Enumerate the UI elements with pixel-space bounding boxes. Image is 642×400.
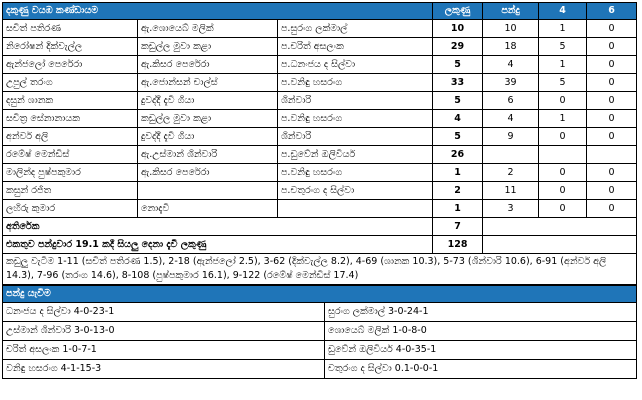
dismissal-fielder: ඇ.ජොන්සන් චාල්ස්	[138, 74, 278, 92]
dismissal-fielder: කඩුල්ල මුවා කළා	[138, 110, 278, 128]
dismissal-bowler: ශින්වාරි	[278, 128, 433, 146]
batsman-name: රමේෂ් මෙන්ඩිස්	[3, 146, 138, 164]
sixes-cell: 0	[587, 200, 637, 218]
fours-cell: 5	[539, 74, 587, 92]
bowling-row	[3, 303, 637, 322]
bowler-figures: ධනංජය ද සිල්වා 4-0-23-1	[3, 303, 325, 322]
extras-value: 7	[433, 218, 483, 236]
team-title: දකුණු වයඹ කණ්ඩායම	[3, 3, 433, 20]
runs-cell: 5	[433, 128, 483, 146]
batsman-name: සචිත්‍ර සේනානායක	[3, 110, 138, 128]
dismissal-fielder: දුවද්දී දැවී ගියා	[138, 92, 278, 110]
dismissal-fielder: නොදැවී	[138, 200, 278, 218]
total-row	[3, 236, 637, 254]
bowling-row	[3, 341, 637, 360]
bowling-header	[3, 286, 637, 303]
batting-header	[3, 3, 637, 20]
fours-cell: 1	[539, 110, 587, 128]
runs-cell: 5	[433, 56, 483, 74]
fours-cell	[539, 146, 587, 164]
dismissal-fielder: දුවද්දී දැවී ගියා	[138, 128, 278, 146]
batting-row	[3, 110, 637, 128]
fours-header: 4	[539, 3, 587, 20]
sixes-cell: 0	[587, 92, 637, 110]
sixes-cell: 0	[587, 74, 637, 92]
runs-header: ලකුණු	[433, 3, 483, 20]
balls-cell	[483, 146, 539, 164]
extras-row	[3, 218, 637, 236]
bowling-table	[2, 285, 637, 379]
batting-row	[3, 164, 637, 182]
bowler-figures: ශොයෙබ් මලික් 1-0-8-0	[325, 322, 637, 341]
dismissal-bowler: ප.සුරංග ලක්මාල්	[278, 20, 433, 38]
batsman-name: දසුන් ශානක	[3, 92, 138, 110]
batting-row	[3, 200, 637, 218]
dismissal-bowler: ප.වනිඳු හසරංග	[278, 110, 433, 128]
balls-cell: 4	[483, 56, 539, 74]
bowler-figures: චතුරංග ද සිල්වා 0.1-0-0-1	[325, 360, 637, 379]
balls-cell: 39	[483, 74, 539, 92]
fours-cell: 0	[539, 164, 587, 182]
dismissal-bowler	[278, 200, 433, 218]
bowling-row	[3, 322, 637, 341]
batting-row	[3, 38, 637, 56]
fall-of-wickets-row	[3, 254, 637, 285]
bowler-figures: චරිත් අසලංක 1-0-7-1	[3, 341, 325, 360]
balls-cell: 10	[483, 20, 539, 38]
dismissal-fielder: ඇ.ශොයෙබ් මලික්	[138, 20, 278, 38]
fours-cell: 0	[539, 182, 587, 200]
sixes-cell: 0	[587, 20, 637, 38]
balls-cell: 9	[483, 128, 539, 146]
runs-cell: 10	[433, 20, 483, 38]
total-value: 128	[433, 236, 483, 254]
sixes-cell: 0	[587, 56, 637, 74]
batting-row	[3, 182, 637, 200]
batsman-name: ඇන්ජලෝ පෙරේරා	[3, 56, 138, 74]
runs-cell: 5	[433, 92, 483, 110]
balls-cell: 4	[483, 110, 539, 128]
batsman-name: අන්වර් අලි	[3, 128, 138, 146]
batsman-name: නිරෝෂන් දික්වැල්ල	[3, 38, 138, 56]
batting-row	[3, 20, 637, 38]
dismissal-bowler: ශින්වාරි	[278, 92, 433, 110]
balls-cell: 6	[483, 92, 539, 110]
batsman-name: උපුල් තරංග	[3, 74, 138, 92]
dismissal-bowler: ප.චරිත් අසලංක	[278, 38, 433, 56]
fours-cell: 1	[539, 56, 587, 74]
bowling-row	[3, 360, 637, 379]
sixes-cell: 0	[587, 128, 637, 146]
sixes-cell: 0	[587, 182, 637, 200]
runs-cell: 26	[433, 146, 483, 164]
dismissal-fielder: ඇ.උස්මාන් ශින්වාරි	[138, 146, 278, 164]
batting-row	[3, 146, 637, 164]
dismissal-bowler: ප.ඩුවේන් ඔලිවියර්	[278, 146, 433, 164]
balls-cell: 18	[483, 38, 539, 56]
batting-row	[3, 92, 637, 110]
fours-cell: 0	[539, 128, 587, 146]
fours-cell: 0	[539, 200, 587, 218]
batsman-name: කසුන් රජිත	[3, 182, 138, 200]
batsman-name: මාලින්ද පුෂ්පකුමාර	[3, 164, 138, 182]
dismissal-bowler: ප.ධනංජය ද සිල්වා	[278, 56, 433, 74]
balls-cell: 3	[483, 200, 539, 218]
scorecard	[2, 2, 636, 379]
sixes-header: 6	[587, 3, 637, 20]
bowling-title: පන්දු යැවීම	[3, 286, 637, 303]
batting-row	[3, 74, 637, 92]
sixes-cell: 0	[587, 110, 637, 128]
dismissal-bowler: ප.චතුරංග ද සිල්වා	[278, 182, 433, 200]
bowler-figures: ඩුවේන් ඔලිවියර් 4-0-35-1	[325, 341, 637, 360]
runs-cell: 2	[433, 182, 483, 200]
dismissal-bowler: ප.වනිඳු හසරංග	[278, 74, 433, 92]
bowler-figures: උස්මාන් ශින්වාරි 3-0-13-0	[3, 322, 325, 341]
batting-row	[3, 128, 637, 146]
batsman-name: සචිත් පතිරණ	[3, 20, 138, 38]
fours-cell: 1	[539, 20, 587, 38]
sixes-cell: 0	[587, 38, 637, 56]
dismissal-fielder: ඇ.කිසර පෙරේරා	[138, 56, 278, 74]
balls-cell: 11	[483, 182, 539, 200]
dismissal-fielder	[138, 182, 278, 200]
dismissal-bowler: ප.වනිඳු හසරංග	[278, 164, 433, 182]
bowler-figures: සුරංග ලක්මාල් 3-0-24-1	[325, 303, 637, 322]
dismissal-fielder: කඩුල්ල මුවා කළා	[138, 38, 278, 56]
dismissal-fielder: ඇ.කිසර පෙරේරා	[138, 164, 278, 182]
runs-cell: 1	[433, 164, 483, 182]
batting-row	[3, 56, 637, 74]
fall-of-wickets: කඩුලු වැටීම 1-11 (සචිත් පතිරණ 1.5), 2-18 (ඇන්ජලෝ 2.5), 3-62 (දික්වැල්ල 8.2), 4-69 (ශානක 10.3), 5-73 (ශින්වාරි 10.6), 6-91 (අන්වර් අලි 14.3), 7-96 (තරංග 14.6), 8-108 (පුෂ්පකුමාර 16.1), 9-122 (රමේෂ් මෙන්ඩිස් 17.4)	[3, 254, 637, 285]
total-label: එකතුව පන්දුවාර 19.1 කදී සියලු දෙනා දැවී ලකුණු	[3, 236, 433, 254]
runs-cell: 4	[433, 110, 483, 128]
sixes-cell	[587, 146, 637, 164]
runs-cell: 33	[433, 74, 483, 92]
runs-cell: 1	[433, 200, 483, 218]
bowler-figures: වනිඳු හසරංග 4-1-15-3	[3, 360, 325, 379]
fours-cell: 5	[539, 38, 587, 56]
fours-cell: 0	[539, 92, 587, 110]
runs-cell: 29	[433, 38, 483, 56]
batsman-name: ලහිරු කුමාර	[3, 200, 138, 218]
balls-cell: 2	[483, 164, 539, 182]
sixes-cell: 0	[587, 164, 637, 182]
extras-label: අතිරේක	[3, 218, 433, 236]
balls-header: පන්දු	[483, 3, 539, 20]
batting-table	[2, 2, 637, 285]
